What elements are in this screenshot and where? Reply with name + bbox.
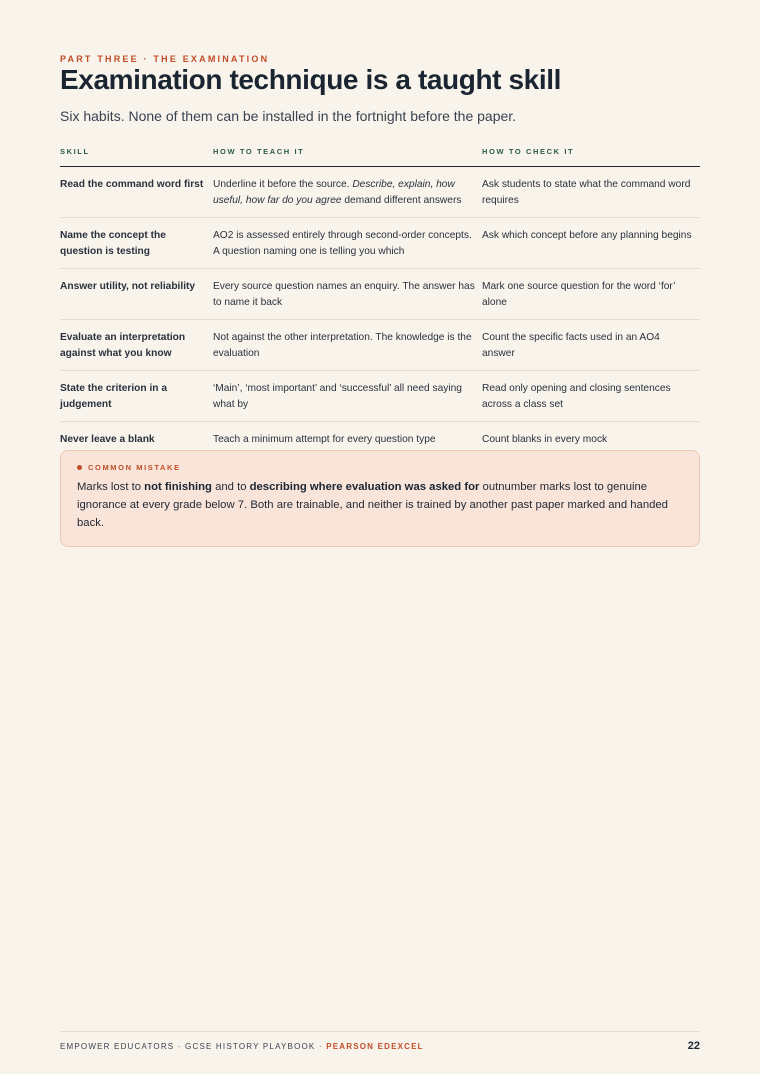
page-subtitle: Six habits. None of them can be installed in the fortnight before the paper. xyxy=(60,108,517,124)
column-header-check: HOW TO CHECK IT xyxy=(482,142,700,167)
column-header-teach: HOW TO TEACH IT xyxy=(213,142,482,167)
callout-label xyxy=(77,463,683,472)
table-row xyxy=(60,167,700,218)
teach-text: Underline it before the source. xyxy=(213,179,353,190)
table-row xyxy=(60,371,700,422)
footer-text: EMPOWER EDUCATORS · GCSE HISTORY PLAYBOOK · xyxy=(60,1042,327,1051)
skill-cell: State the criterion in a judgement xyxy=(60,371,213,422)
teach-cell: AO2 is assessed entirely through second-order concepts. A question naming one is telling you which xyxy=(213,218,482,269)
callout-emphasis: not finishing xyxy=(144,481,212,493)
page-footer xyxy=(60,1031,700,1052)
column-header-skill: SKILL xyxy=(60,142,213,167)
callout-label-text: COMMON MISTAKE xyxy=(88,463,181,472)
skill-cell: Answer utility, not reliability xyxy=(60,269,213,320)
check-cell: Ask which concept before any planning begins xyxy=(482,218,700,269)
check-cell: Ask students to state what the command word requires xyxy=(482,167,700,218)
page-number: 22 xyxy=(687,1040,700,1052)
command-words: Describe, explain, how useful, how far do you agree xyxy=(213,179,455,206)
check-cell: Read only opening and closing sentences across a class set xyxy=(482,371,700,422)
teach-cell xyxy=(213,167,482,218)
teach-cell: Every source question names an enquiry. The answer has to name it back xyxy=(213,269,482,320)
check-cell: Count the specific facts used in an AO4 answer xyxy=(482,320,700,371)
table-row xyxy=(60,218,700,269)
callout-text: Marks lost to xyxy=(77,481,145,493)
callout-body xyxy=(77,478,683,532)
page-title: Examination technique is a taught skill xyxy=(60,64,561,95)
section-kicker: PART THREE · THE EXAMINATION xyxy=(60,54,270,64)
common-mistake-callout xyxy=(60,450,700,547)
table-row xyxy=(60,320,700,371)
skill-cell: Never leave a blank xyxy=(60,434,155,445)
callout-text: and to xyxy=(211,481,250,493)
callout-emphasis: describing where evaluation was asked for xyxy=(249,481,480,493)
check-cell: Mark one source question for the word ‘for’ alone xyxy=(482,269,700,320)
footer-brand: PEARSON EDEXCEL xyxy=(326,1042,424,1051)
skill-cell: Name the concept the question is testing xyxy=(60,218,213,269)
teach-cell: Teach a minimum attempt for every question type xyxy=(213,434,436,445)
callout-text: outnumber marks lost to genuine ignorance at every grade below 7. Both are trainable, and neither is trained by another past paper marked and handed back. xyxy=(77,481,668,529)
table-row xyxy=(60,269,700,320)
skill-cell: Read the command word first xyxy=(60,167,213,218)
teach-cell: Not against the other interpretation. The knowledge is the evaluation xyxy=(213,320,482,371)
teach-text: demand different answers xyxy=(341,195,462,206)
teach-cell: ‘Main’, ‘most important’ and ‘successful’ all need saying what by xyxy=(213,371,482,422)
page xyxy=(60,0,700,1074)
habits-table xyxy=(60,142,700,456)
footer-credit xyxy=(60,1042,424,1051)
check-cell: Count blanks in every mock xyxy=(482,434,608,445)
bullet-dot-icon xyxy=(77,465,82,470)
skill-cell: Evaluate an interpretation against what you know xyxy=(60,320,213,371)
table-header-row xyxy=(60,142,700,167)
